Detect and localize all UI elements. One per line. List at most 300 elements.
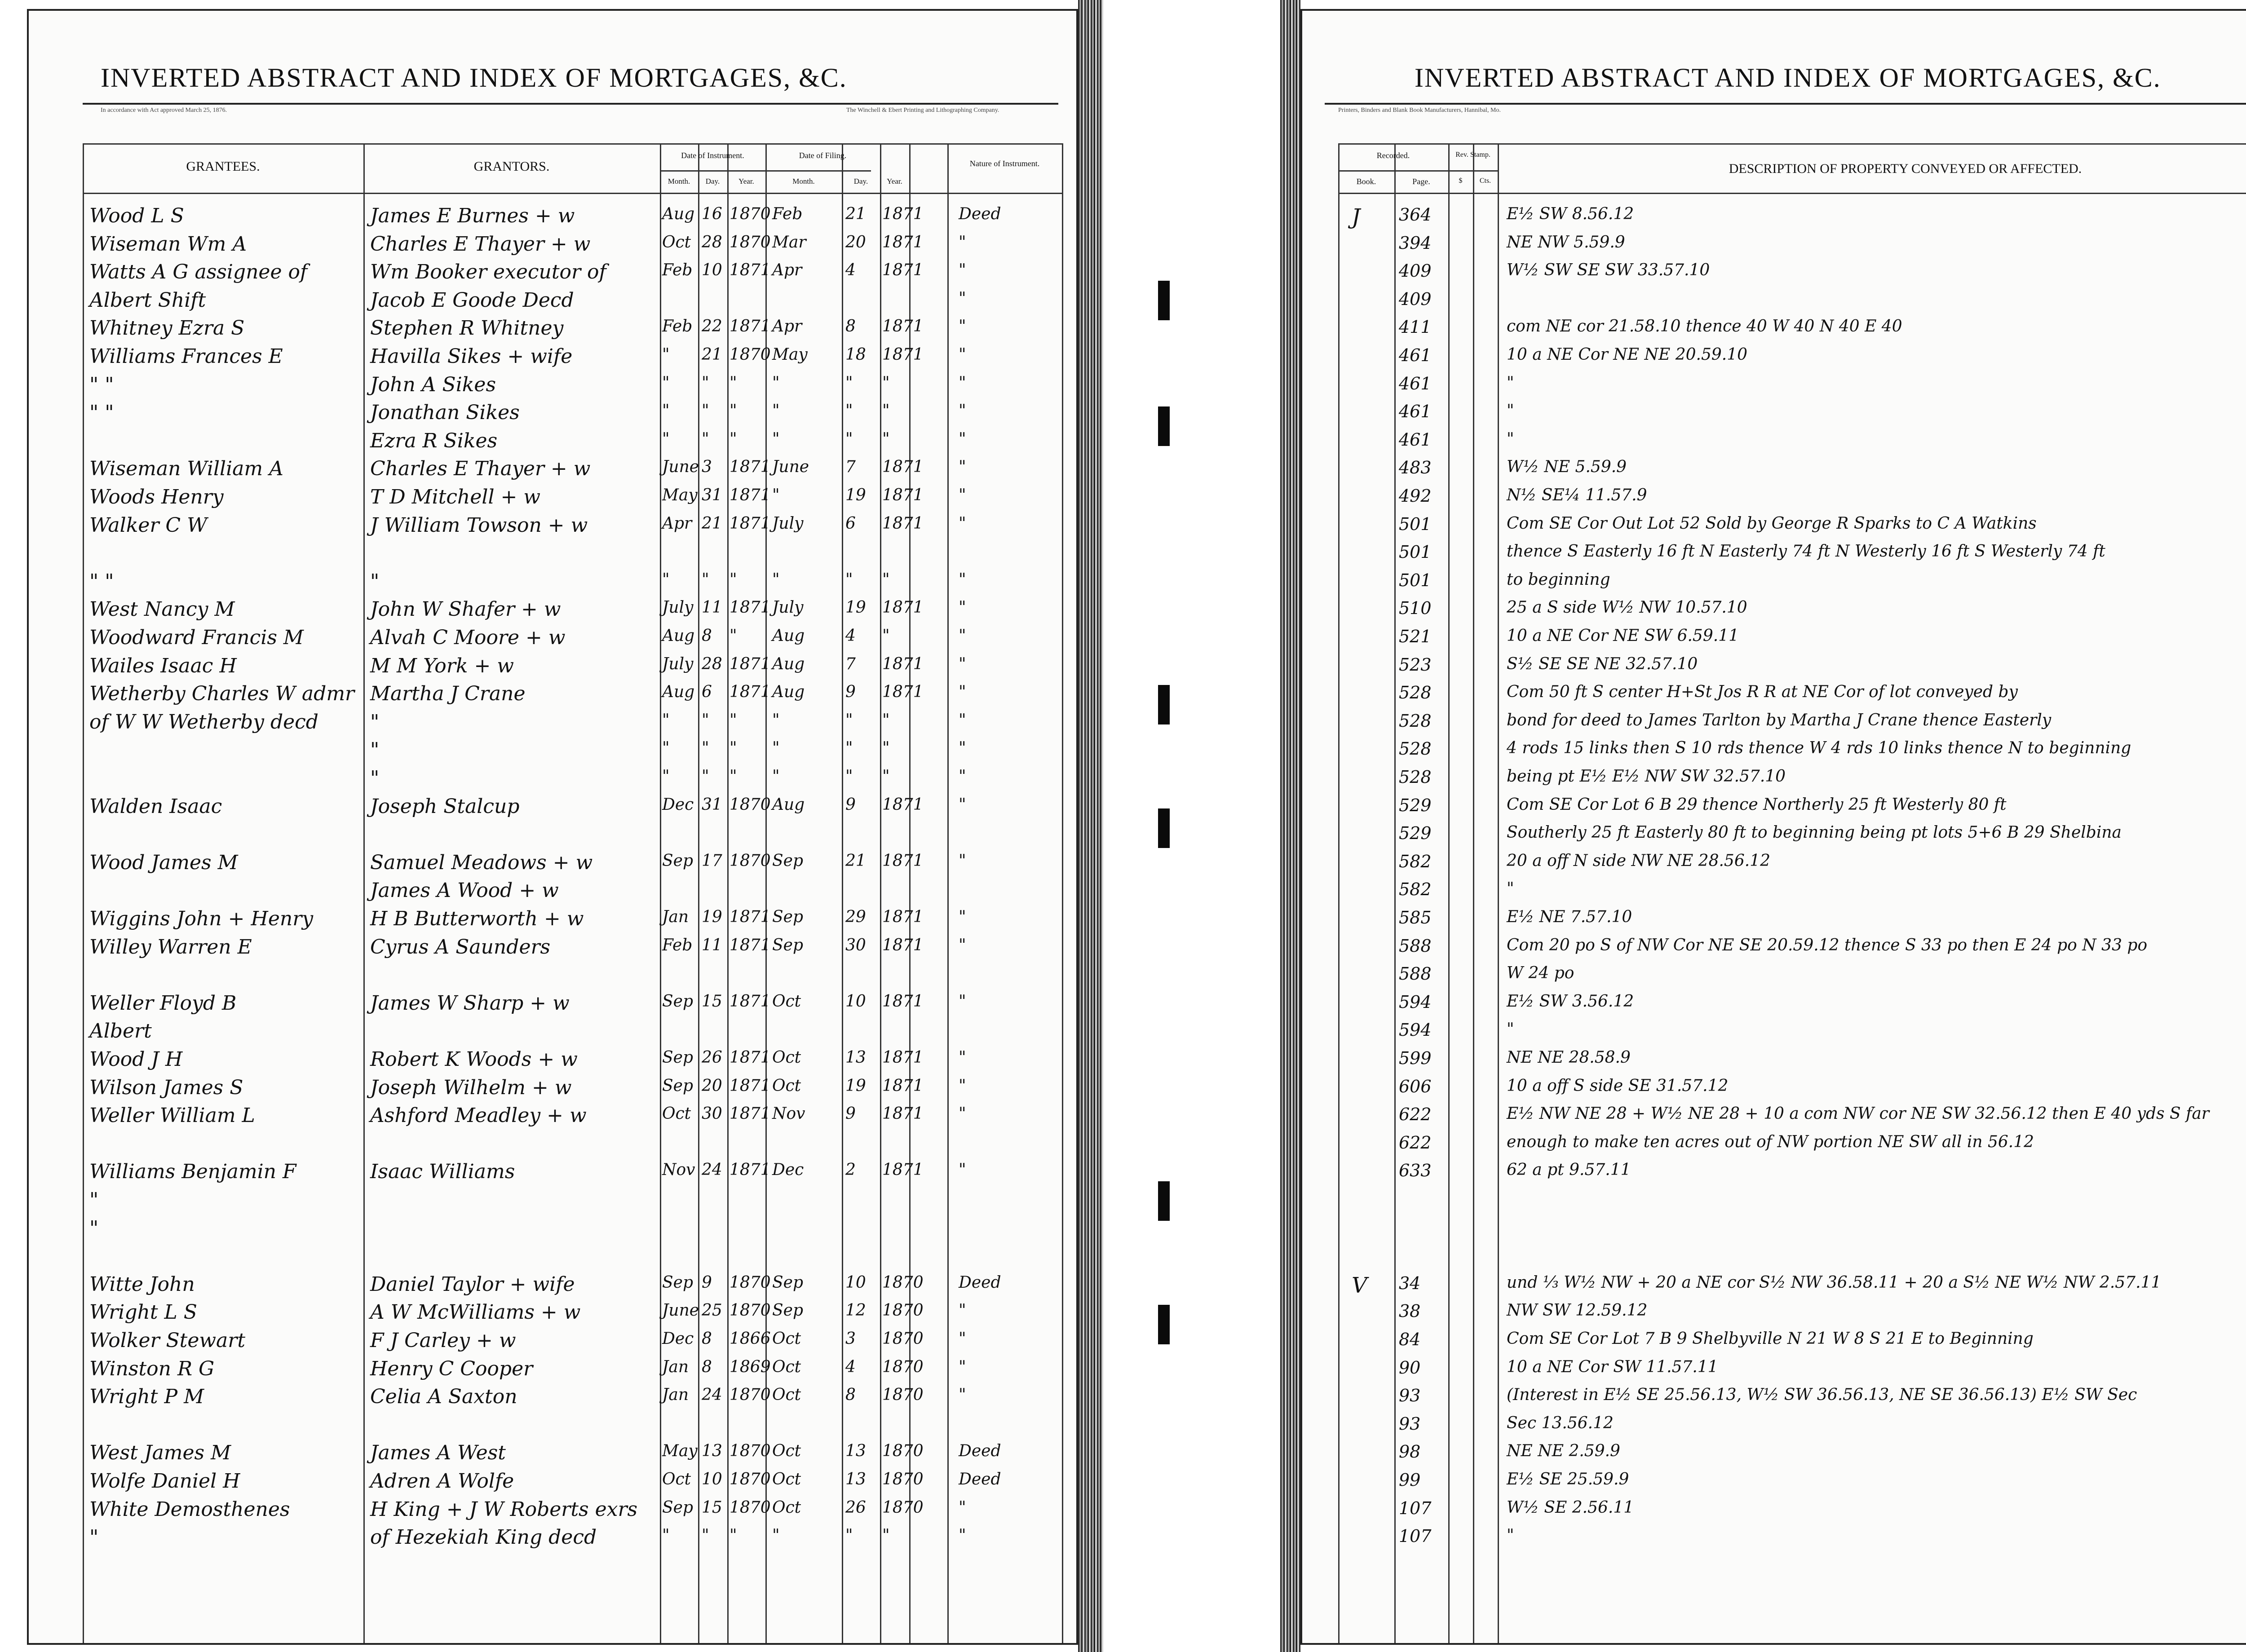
filing-year: 1871 xyxy=(882,1104,924,1123)
grantor-name: " xyxy=(370,710,380,733)
date-of-instrument-header: Date of Instrument. xyxy=(681,151,744,160)
grantee-name: Wailes Isaac H xyxy=(89,654,237,677)
grantor-name: Martha J Crane xyxy=(370,682,526,706)
page-number: 510 xyxy=(1399,598,1432,618)
grantee-name: Albert Shift xyxy=(89,288,206,312)
filing-month: Apr xyxy=(772,261,802,280)
instrument-year: 1871 xyxy=(730,1104,771,1123)
grantee-name: " xyxy=(89,1216,99,1240)
filing-month: Mar xyxy=(772,233,806,252)
property-description: NE NE 28.58.9 xyxy=(1507,1048,1631,1067)
property-description: E½ NE 7.57.10 xyxy=(1507,908,1632,926)
instrument-day: 8 xyxy=(702,1357,712,1376)
grantor-name: Jacob E Goode Decd xyxy=(370,288,574,312)
grantor-name: M M York + w xyxy=(370,654,514,677)
property-description: 10 a NE Cor NE NE 20.59.10 xyxy=(1507,345,1748,364)
filing-month: July xyxy=(772,598,804,617)
filing-day: " xyxy=(845,1526,853,1545)
grantor-name: Daniel Taylor + wife xyxy=(370,1272,575,1296)
instrument-year: 1871 xyxy=(730,514,771,533)
book-header: Book. xyxy=(1356,177,1376,186)
date-subheader-rule xyxy=(660,170,871,172)
instrument-month: " xyxy=(662,345,670,364)
page-number: 461 xyxy=(1399,429,1432,450)
instrument-year: 1870 xyxy=(730,1470,771,1489)
instrument-month: Feb xyxy=(662,317,693,336)
filing-day: " xyxy=(845,429,853,448)
nature-of-instrument: " xyxy=(959,1386,966,1405)
filing-day: 26 xyxy=(845,1498,866,1517)
grantor-name: Joseph Stalcup xyxy=(370,795,520,818)
instrument-month: June xyxy=(662,1301,699,1320)
instrument-day: 17 xyxy=(702,851,722,870)
grantee-name: " " xyxy=(89,570,114,593)
grantee-name: Wood L S xyxy=(89,204,184,227)
title-rule xyxy=(83,103,1058,105)
instrument-day: " xyxy=(702,1526,709,1545)
filing-day: " xyxy=(845,570,853,589)
filing-year: " xyxy=(882,767,890,786)
page-number: 93 xyxy=(1399,1413,1421,1434)
grantees-header: GRANTEES. xyxy=(186,159,260,174)
grantor-name: John W Shafer + w xyxy=(370,598,561,621)
filing-year: 1870 xyxy=(882,1357,924,1376)
filing-month: Oct xyxy=(772,1498,801,1517)
nature-of-instrument: " xyxy=(959,683,966,702)
grantor-name: " xyxy=(370,767,380,790)
nature-of-instrument: " xyxy=(959,1048,966,1067)
instrument-month: " xyxy=(662,767,670,786)
instrument-month: " xyxy=(662,373,670,392)
property-description: W½ SE 2.56.11 xyxy=(1507,1498,1634,1517)
instrument-year: 1870 xyxy=(730,795,771,814)
date-subheader-year: Year. xyxy=(738,177,754,186)
filing-month: July xyxy=(772,514,804,533)
instrument-day: 24 xyxy=(702,1161,722,1179)
instrument-month: July xyxy=(662,598,694,617)
instrument-day: 8 xyxy=(702,1330,712,1348)
instrument-year: " xyxy=(730,373,737,392)
instrument-month: " xyxy=(662,1526,670,1545)
instrument-month: Jan xyxy=(662,908,689,926)
filing-month: " xyxy=(772,429,780,448)
column-rule xyxy=(363,143,365,1645)
property-description: Sec 13.56.12 xyxy=(1507,1413,1614,1432)
grantor-name: Celia A Saxton xyxy=(370,1385,517,1409)
instrument-day: 22 xyxy=(702,317,722,336)
filing-day: 4 xyxy=(845,1357,856,1376)
filing-month: Sep xyxy=(772,851,804,870)
date-subheader-month: Month. xyxy=(792,177,815,186)
property-description: E½ SE 25.59.9 xyxy=(1507,1470,1629,1489)
grantor-name: Jonathan Sikes xyxy=(370,401,520,424)
page-number: 461 xyxy=(1399,345,1432,365)
instrument-year: " xyxy=(730,627,737,645)
instrument-day: 13 xyxy=(702,1442,722,1461)
nature-of-instrument: " xyxy=(959,767,966,786)
filing-year: 1871 xyxy=(882,1048,924,1067)
instrument-month: Sep xyxy=(662,1076,694,1095)
nature-of-instrument: " xyxy=(959,514,966,533)
filing-month: Oct xyxy=(772,992,801,1011)
instrument-month: Oct xyxy=(662,1104,691,1123)
grantee-name: Albert xyxy=(89,1020,152,1043)
instrument-month: May xyxy=(662,1442,698,1461)
filing-day: 9 xyxy=(845,1104,856,1123)
instrument-year: 1870 xyxy=(730,1442,771,1461)
instrument-month: July xyxy=(662,654,694,673)
filing-year: " xyxy=(882,627,890,645)
grantor-name: Isaac Williams xyxy=(370,1160,515,1184)
grantor-name: John A Sikes xyxy=(370,373,496,396)
nature-of-instrument: Deed xyxy=(959,205,1001,223)
nature-of-instrument: " xyxy=(959,1498,966,1517)
filing-year: 1870 xyxy=(882,1498,924,1517)
property-description: Com SE Cor Lot 7 B 9 Shelbyville N 21 W 8 S 21 E to Beginning xyxy=(1507,1330,2034,1348)
instrument-year: " xyxy=(730,739,737,758)
property-description: 10 a off S side SE 31.57.12 xyxy=(1507,1076,1729,1095)
nature-of-instrument: " xyxy=(959,233,966,252)
property-description: " xyxy=(1507,429,1514,448)
instrument-year: 1871 xyxy=(730,598,771,617)
filing-year: 1871 xyxy=(882,936,924,954)
grantor-name: James A West xyxy=(370,1441,506,1465)
instrument-month: Sep xyxy=(662,1048,694,1067)
book-letter: J xyxy=(1352,204,1361,230)
nature-of-instrument: Deed xyxy=(959,1470,1001,1489)
property-description: bond for deed to James Tarlton by Martha J Crane thence Easterly xyxy=(1507,711,2051,729)
grantor-name: " xyxy=(370,738,380,762)
instrument-day: 28 xyxy=(702,654,722,673)
instrument-year: 1871 xyxy=(730,936,771,954)
instrument-year: 1870 xyxy=(730,205,771,223)
filing-day: 30 xyxy=(845,936,866,954)
filing-year: " xyxy=(882,570,890,589)
grantee-name: Whitney Ezra S xyxy=(89,317,245,340)
nature-of-instrument: " xyxy=(959,1526,966,1545)
instrument-month: Sep xyxy=(662,851,694,870)
instrument-month: Sep xyxy=(662,992,694,1011)
date-subheader-year: Year. xyxy=(887,177,902,186)
filing-year: 1871 xyxy=(882,345,924,364)
page-number: 523 xyxy=(1399,654,1432,675)
filing-year: 1871 xyxy=(882,514,924,533)
column-rule xyxy=(909,143,911,1645)
page-number: 409 xyxy=(1399,289,1432,309)
filing-month: Aug xyxy=(772,795,805,814)
instrument-day: 3 xyxy=(702,458,712,477)
nature-of-instrument: " xyxy=(959,317,966,336)
page-number: 588 xyxy=(1399,936,1432,956)
column-rule xyxy=(947,143,949,1645)
nature-of-instrument-header: Nature of Instrument. xyxy=(969,159,1040,168)
property-description: 10 a NE Cor NE SW 6.59.11 xyxy=(1507,627,1739,645)
grantee-name: Wood James M xyxy=(89,851,238,874)
filing-day: 13 xyxy=(845,1048,866,1067)
filing-month: Oct xyxy=(772,1470,801,1489)
date-of-filing-header: Date of Filing. xyxy=(799,151,847,160)
grantee-name: Walker C W xyxy=(89,513,208,537)
nature-of-instrument: " xyxy=(959,598,966,617)
filing-month: " xyxy=(772,739,780,758)
page-number: 606 xyxy=(1399,1076,1432,1096)
instrument-year: 1870 xyxy=(730,233,771,252)
grantor-name: Charles E Thayer + w xyxy=(370,232,591,256)
grantee-name: " xyxy=(89,1188,99,1211)
filing-month: June xyxy=(772,458,809,477)
grantor-name: Robert K Woods + w xyxy=(370,1048,578,1071)
filing-month: Sep xyxy=(772,1301,804,1320)
page-number: 622 xyxy=(1399,1104,1432,1125)
header-top-rule xyxy=(1338,143,2246,145)
left-page-note: In accordance with Act approved March 25, 1876. xyxy=(101,107,227,114)
filing-day: 12 xyxy=(845,1301,866,1320)
header-bottom-rule xyxy=(1338,193,2246,194)
instrument-month: Aug xyxy=(662,205,695,223)
page-number: 521 xyxy=(1399,627,1432,646)
filing-month: Oct xyxy=(772,1386,801,1405)
instrument-year: 1870 xyxy=(730,851,771,870)
column-rule xyxy=(880,143,881,1645)
grantor-name: Joseph Wilhelm + w xyxy=(370,1076,572,1099)
filing-year: 1870 xyxy=(882,1470,924,1489)
grantee-name: Watts A G assignee of xyxy=(89,261,308,284)
property-description: " xyxy=(1507,1526,1514,1545)
grantor-name: Havilla Sikes + wife xyxy=(370,345,573,368)
grantee-name: Weller William L xyxy=(89,1104,255,1127)
filing-day: 10 xyxy=(845,992,866,1011)
property-description: Com SE Cor Lot 6 B 29 thence Northerly 25 ft Westerly 80 ft xyxy=(1507,795,2007,814)
instrument-day: 8 xyxy=(702,627,712,645)
grantee-name: Wright L S xyxy=(89,1301,197,1324)
stamp-dollars-header: $ xyxy=(1459,177,1463,185)
instrument-day: 6 xyxy=(702,683,712,702)
description-header: DESCRIPTION OF PROPERTY CONVEYED OR AFFECTED. xyxy=(1729,161,2082,176)
instrument-day: 10 xyxy=(702,261,722,280)
filing-month: Sep xyxy=(772,1273,804,1292)
grantor-name: A W McWilliams + w xyxy=(370,1301,581,1324)
recorded-subheader-rule xyxy=(1338,170,1498,172)
property-description: " xyxy=(1507,1020,1514,1039)
grantee-name: of W W Wetherby decd xyxy=(89,710,318,733)
filing-month: " xyxy=(772,402,780,420)
grantee-name: Wilson James S xyxy=(89,1076,243,1099)
book-letter: V xyxy=(1352,1272,1367,1298)
filing-month: Nov xyxy=(772,1104,805,1123)
nature-of-instrument: " xyxy=(959,795,966,814)
filing-day: " xyxy=(845,373,853,392)
filing-month: " xyxy=(772,373,780,392)
nature-of-instrument: " xyxy=(959,289,966,308)
filing-month: Oct xyxy=(772,1330,801,1348)
page-number: 582 xyxy=(1399,879,1432,900)
page-number: 461 xyxy=(1399,402,1432,422)
nature-of-instrument: " xyxy=(959,373,966,392)
instrument-day: 19 xyxy=(702,908,722,926)
grantee-name: " xyxy=(89,1526,99,1549)
binder-ring-hole xyxy=(1158,281,1170,320)
instrument-month: Feb xyxy=(662,261,693,280)
instrument-month: Aug xyxy=(662,627,695,645)
filing-day: 4 xyxy=(845,261,856,280)
filing-day: 3 xyxy=(845,1330,856,1348)
instrument-month: May xyxy=(662,486,698,504)
instrument-year: 1870 xyxy=(730,1301,771,1320)
grantor-name: Henry C Cooper xyxy=(370,1357,533,1380)
filing-year: 1871 xyxy=(882,683,924,702)
instrument-day: 20 xyxy=(702,1076,722,1095)
property-description: Com 50 ft S center H+St Jos R R at NE Cor of lot conveyed by xyxy=(1507,683,2018,702)
instrument-month: Feb xyxy=(662,936,693,954)
nature-of-instrument: " xyxy=(959,570,966,589)
grantee-name: Wolfe Daniel H xyxy=(89,1470,240,1493)
grantee-name: " " xyxy=(89,401,114,424)
grantor-name: Adren A Wolfe xyxy=(370,1470,514,1493)
page-number: 461 xyxy=(1399,373,1432,393)
instrument-year: 1871 xyxy=(730,908,771,926)
filing-month: " xyxy=(772,1526,780,1545)
page-number: 409 xyxy=(1399,261,1432,281)
instrument-month: Jan xyxy=(662,1357,689,1376)
instrument-year: " xyxy=(730,711,737,729)
grantor-name: Cyrus A Saunders xyxy=(370,935,551,959)
page-number: 90 xyxy=(1399,1357,1421,1378)
filing-year: " xyxy=(882,1526,890,1545)
filing-day: 9 xyxy=(845,683,856,702)
instrument-day: " xyxy=(702,739,709,758)
filing-month: Oct xyxy=(772,1048,801,1067)
page-number: 99 xyxy=(1399,1470,1421,1490)
instrument-month: Apr xyxy=(662,514,692,533)
nature-of-instrument: " xyxy=(959,851,966,870)
property-description: " xyxy=(1507,879,1514,898)
instrument-day: 15 xyxy=(702,992,722,1011)
property-description: com NE cor 21.58.10 thence 40 W 40 N 40 E 40 xyxy=(1507,317,1902,336)
column-rule xyxy=(1498,143,1499,1645)
property-description: enough to make ten acres out of NW portion NE SW all in 56.12 xyxy=(1507,1132,2034,1151)
title-rule xyxy=(1325,103,2246,105)
property-description: to beginning xyxy=(1507,570,1610,589)
filing-day: " xyxy=(845,767,853,786)
property-description: " xyxy=(1507,402,1514,420)
grantee-name: Woods Henry xyxy=(89,486,224,508)
filing-month: Aug xyxy=(772,627,805,645)
property-description: Southerly 25 ft Easterly 80 ft to beginning being pt lots 5+6 B 29 Shelbina xyxy=(1507,823,2122,842)
date-subheader-month: Month. xyxy=(668,177,690,186)
page-number: 107 xyxy=(1399,1526,1432,1546)
filing-month: " xyxy=(772,711,780,729)
grantor-name: Wm Booker executor of xyxy=(370,261,606,284)
grantor-name: H B Butterworth + w xyxy=(370,907,584,930)
filing-day: 19 xyxy=(845,598,866,617)
instrument-month: Jan xyxy=(662,1386,689,1405)
column-rule xyxy=(698,143,699,1645)
instrument-day: 30 xyxy=(702,1104,722,1123)
instrument-month: Aug xyxy=(662,683,695,702)
grantor-name: T D Mitchell + w xyxy=(370,486,541,508)
page-number: 599 xyxy=(1399,1048,1432,1068)
nature-of-instrument: " xyxy=(959,1330,966,1348)
filing-year: " xyxy=(882,739,890,758)
grantee-name: Walden Isaac xyxy=(89,795,222,818)
instrument-day: 15 xyxy=(702,1498,722,1517)
grantor-name: Ezra R Sikes xyxy=(370,429,498,452)
date-subheader-day: Day. xyxy=(705,177,720,186)
instrument-day: 31 xyxy=(702,795,722,814)
instrument-month: Sep xyxy=(662,1498,694,1517)
instrument-day: 9 xyxy=(702,1273,712,1292)
filing-day: " xyxy=(845,402,853,420)
nature-of-instrument: " xyxy=(959,1357,966,1376)
grantee-name: Winston R G xyxy=(89,1357,215,1380)
filing-day: " xyxy=(845,711,853,729)
grantor-name: Alvah C Moore + w xyxy=(370,626,566,649)
instrument-year: 1870 xyxy=(730,1498,771,1517)
grantee-name: Wiggins John + Henry xyxy=(89,907,314,930)
page-number: 501 xyxy=(1399,542,1432,562)
nature-of-instrument: " xyxy=(959,936,966,954)
filing-day: 19 xyxy=(845,486,866,504)
filing-day: 10 xyxy=(845,1273,866,1292)
property-description: NE NE 2.59.9 xyxy=(1507,1442,1620,1461)
nature-of-instrument: " xyxy=(959,627,966,645)
property-description: " xyxy=(1507,373,1514,392)
instrument-year: " xyxy=(730,429,737,448)
grantee-name: Wolker Stewart xyxy=(89,1329,245,1352)
property-description: 62 a pt 9.57.11 xyxy=(1507,1161,1631,1179)
property-description: W 24 po xyxy=(1507,964,1574,983)
property-description: 25 a S side W½ NW 10.57.10 xyxy=(1507,598,1747,617)
column-rule xyxy=(842,143,843,1645)
instrument-year: 1871 xyxy=(730,992,771,1011)
column-rule xyxy=(1062,143,1063,1645)
page-number: 528 xyxy=(1399,767,1432,787)
filing-month: Sep xyxy=(772,936,804,954)
instrument-year: 1870 xyxy=(730,345,771,364)
property-description: E½ NW NE 28 + W½ NE 28 + 10 a com NW cor NE SW 32.56.12 then E 40 yds S far xyxy=(1507,1104,2210,1123)
filing-year: 1871 xyxy=(882,261,924,280)
instrument-month: Oct xyxy=(662,233,691,252)
filing-year: " xyxy=(882,373,890,392)
column-rule xyxy=(83,143,84,1645)
filing-day: 21 xyxy=(845,851,866,870)
grantee-name: Wright P M xyxy=(89,1385,204,1409)
grantor-name: Samuel Meadows + w xyxy=(370,851,593,874)
column-rule xyxy=(660,143,661,1645)
grantee-name: Woodward Francis M xyxy=(89,626,304,649)
instrument-year: 1871 xyxy=(730,683,771,702)
right-page-note: Printers, Binders and Blank Book Manufacturers, Hannibal, Mo. xyxy=(1338,107,1501,114)
grantor-name: J William Towson + w xyxy=(370,513,588,537)
instrument-day: " xyxy=(702,711,709,729)
instrument-day: 21 xyxy=(702,514,722,533)
nature-of-instrument: Deed xyxy=(959,1442,1001,1461)
filing-day: 2 xyxy=(845,1161,856,1179)
filing-day: 8 xyxy=(845,1386,856,1405)
column-rule xyxy=(765,143,767,1645)
filing-year: 1870 xyxy=(882,1386,924,1405)
page-header: Page. xyxy=(1412,177,1430,186)
instrument-year: 1870 xyxy=(730,1273,771,1292)
filing-month: Aug xyxy=(772,654,805,673)
page-number: 394 xyxy=(1399,233,1432,253)
page-number: 38 xyxy=(1399,1301,1421,1321)
header-top-rule xyxy=(83,143,1062,145)
filing-year: 1870 xyxy=(882,1273,924,1292)
rev-stamp-header: Rev. Stamp. xyxy=(1455,151,1490,159)
nature-of-instrument: " xyxy=(959,1161,966,1179)
instrument-month: June xyxy=(662,458,699,477)
